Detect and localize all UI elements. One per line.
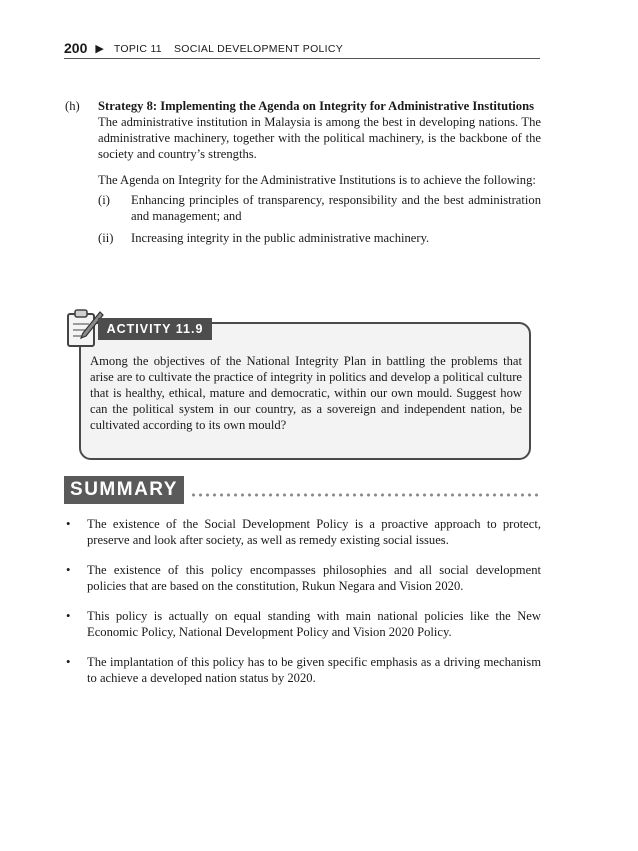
list-item-text: Increasing integrity in the public administrative machinery. — [131, 231, 430, 245]
header-title: SOCIAL DEVELOPMENT POLICY — [173, 43, 344, 55]
bullet-text: The existence of this policy encompasses philosophies and all social development policies that are based on the constitution, Rukun Negara and Vision 2020. — [87, 563, 541, 593]
summary-heading — [64, 476, 540, 506]
play-arrow-icon: ▶ — [95, 43, 104, 55]
section-paragraph-1: The administrative institution in Malaysia is among the best in developing nations. The administrative machinery, together with the political machinery, is the backbone of the society and country’s strengths. — [98, 115, 541, 161]
list-item — [64, 608, 541, 640]
list-item — [98, 230, 541, 246]
dotted-divider — [190, 493, 540, 497]
list-item — [64, 516, 541, 548]
strategy-section — [65, 98, 541, 252]
list-item-number: (i) — [98, 193, 110, 207]
bullet-dot-icon: • — [66, 563, 71, 577]
activity-label: ACTIVITY 11.9 — [98, 318, 212, 340]
list-item — [64, 562, 541, 594]
bullet-dot-icon: • — [66, 517, 71, 531]
page-number: 200 — [64, 40, 88, 56]
bullet-dot-icon: • — [66, 609, 71, 623]
section-paragraph-2: The Agenda on Integrity for the Administrative Institutions is to achieve the following: — [98, 173, 536, 187]
section-title: Strategy 8: Implementing the Agenda on Integrity for Administrative Institutions — [98, 99, 534, 113]
section-letter: (h) — [65, 99, 80, 113]
bullet-text: The existence of the Social Development Policy is a proactive approach to protect, preserve and look after society, as well as remedy existing social issues. — [87, 517, 541, 547]
bullet-text: This policy is actually on equal standing with main national policies like the New Economic Policy, National Development Policy and Vision 2020 Policy. — [87, 609, 541, 639]
summary-list — [64, 516, 541, 700]
header-topic: TOPIC 11 — [113, 43, 162, 55]
bullet-text: The implantation of this policy has to be given specific emphasis as a driving mechanism to achieve a developed nation status by 2020. — [87, 655, 541, 685]
activity-text: Among the objectives of the National Integrity Plan in battling the problems that arise are to cultivate the practice of integrity in politics and develop a political culture that is healthy, ethical, mature and democratic, within our own mould. Suggest how can the political system in our country, as a sovereign and independent nation, be cultivated according to its own mould? — [90, 354, 522, 432]
list-item-text: Enhancing principles of transparency, responsibility and the best administration and management; and — [131, 193, 541, 223]
summary-label: SUMMARY — [64, 476, 184, 504]
list-item — [64, 654, 541, 686]
list-item — [98, 192, 541, 224]
bullet-dot-icon: • — [66, 655, 71, 669]
list-item-number: (ii) — [98, 231, 114, 245]
running-header — [64, 38, 540, 59]
